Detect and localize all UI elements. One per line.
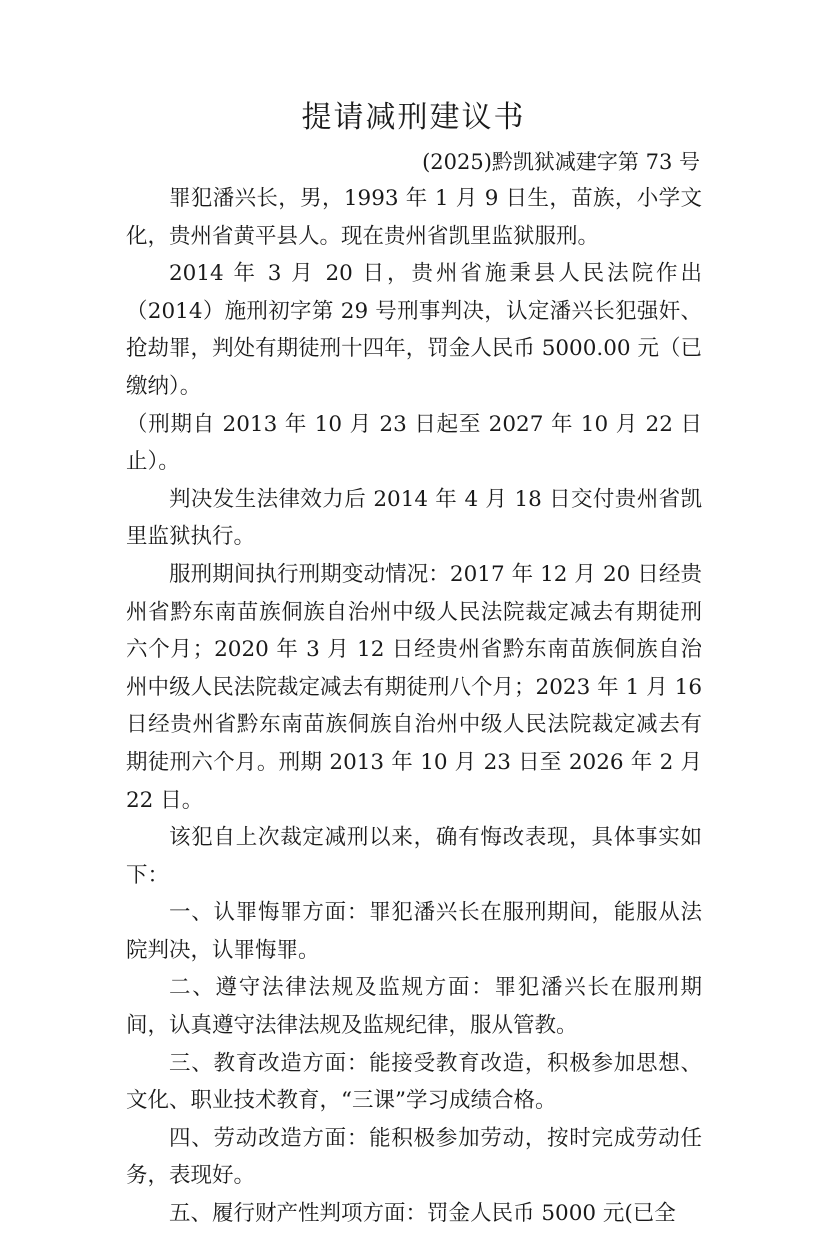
paragraph-delivery: 判决发生法律效力后 2014 年 4 月 18 日交付贵州省凯里监狱执行。	[126, 486, 702, 550]
paragraph-sentence-changes: 服刑期间执行刑期变动情况：2017 年 12 月 20 日经贵州省黔东南苗族侗族自治州中级人民法院裁定减去有期徒刑六个月；2020 年 3 月 12 日经贵州省黔东南苗族侗族自治州中级人民法院裁定减去有期徒刑八个月；2023 年 1 月 16 日经贵州省黔东南苗族侗族自治州中级人民法院裁定减去有期徒刑六个月。刑期 2013 年 10 月 23 日至 2026 年 2 月 22 日。	[126, 561, 702, 813]
paragraph-criminal-info: 罪犯潘兴长，男，1993 年 1 月 9 日生，苗族，小学文化，贵州省黄平县人。现在贵州省凯里监狱服刑。	[126, 186, 702, 249]
paragraph-item-2: 二、遵守法律法规及监规方面：罪犯潘兴长在服刑期间，认真遵守法律法规及监规纪律，服从管教。	[126, 975, 702, 1039]
paragraph-item-1: 一、认罪悔罪方面：罪犯潘兴长在服刑期间，能服从法院判决，认罪悔罪。	[126, 900, 702, 963]
document-body	[126, 180, 702, 1233]
paragraph-item-4: 四、劳动改造方面：能积极参加劳动，按时完成劳动任务，表现好。	[126, 1125, 702, 1189]
paragraph-item-3: 三、教育改造方面：能接受教育改造，积极参加思想、文化、职业技术教育，“三课”学习成绩合格。	[126, 1050, 702, 1114]
paragraph-sentence-term: （刑期自 2013 年 10 月 23 日起至 2027 年 10 月 22 日止）。	[126, 411, 702, 475]
document-title: 提请减刑建议书	[301, 100, 526, 135]
paragraph-judgment: 2014 年 3 月 20 日，贵州省施秉县人民法院作出（2014）施刑初字第 29 号刑事判决，认定潘兴长犯强奸、抢劫罪，判处有期徒刑十四年，罚金人民币 5000.00 元（已缴纳）。	[126, 261, 702, 399]
paragraph-repentance-intro: 该犯自上次裁定减刑以来，确有悔改表现，具体事实如下：	[126, 825, 702, 888]
paragraph-item-5: 五、履行财产性判项方面：罚金人民币 5000 元(已全	[169, 1201, 676, 1227]
document-number: (2025)黔凯狱减建字第 73 号	[422, 150, 700, 174]
